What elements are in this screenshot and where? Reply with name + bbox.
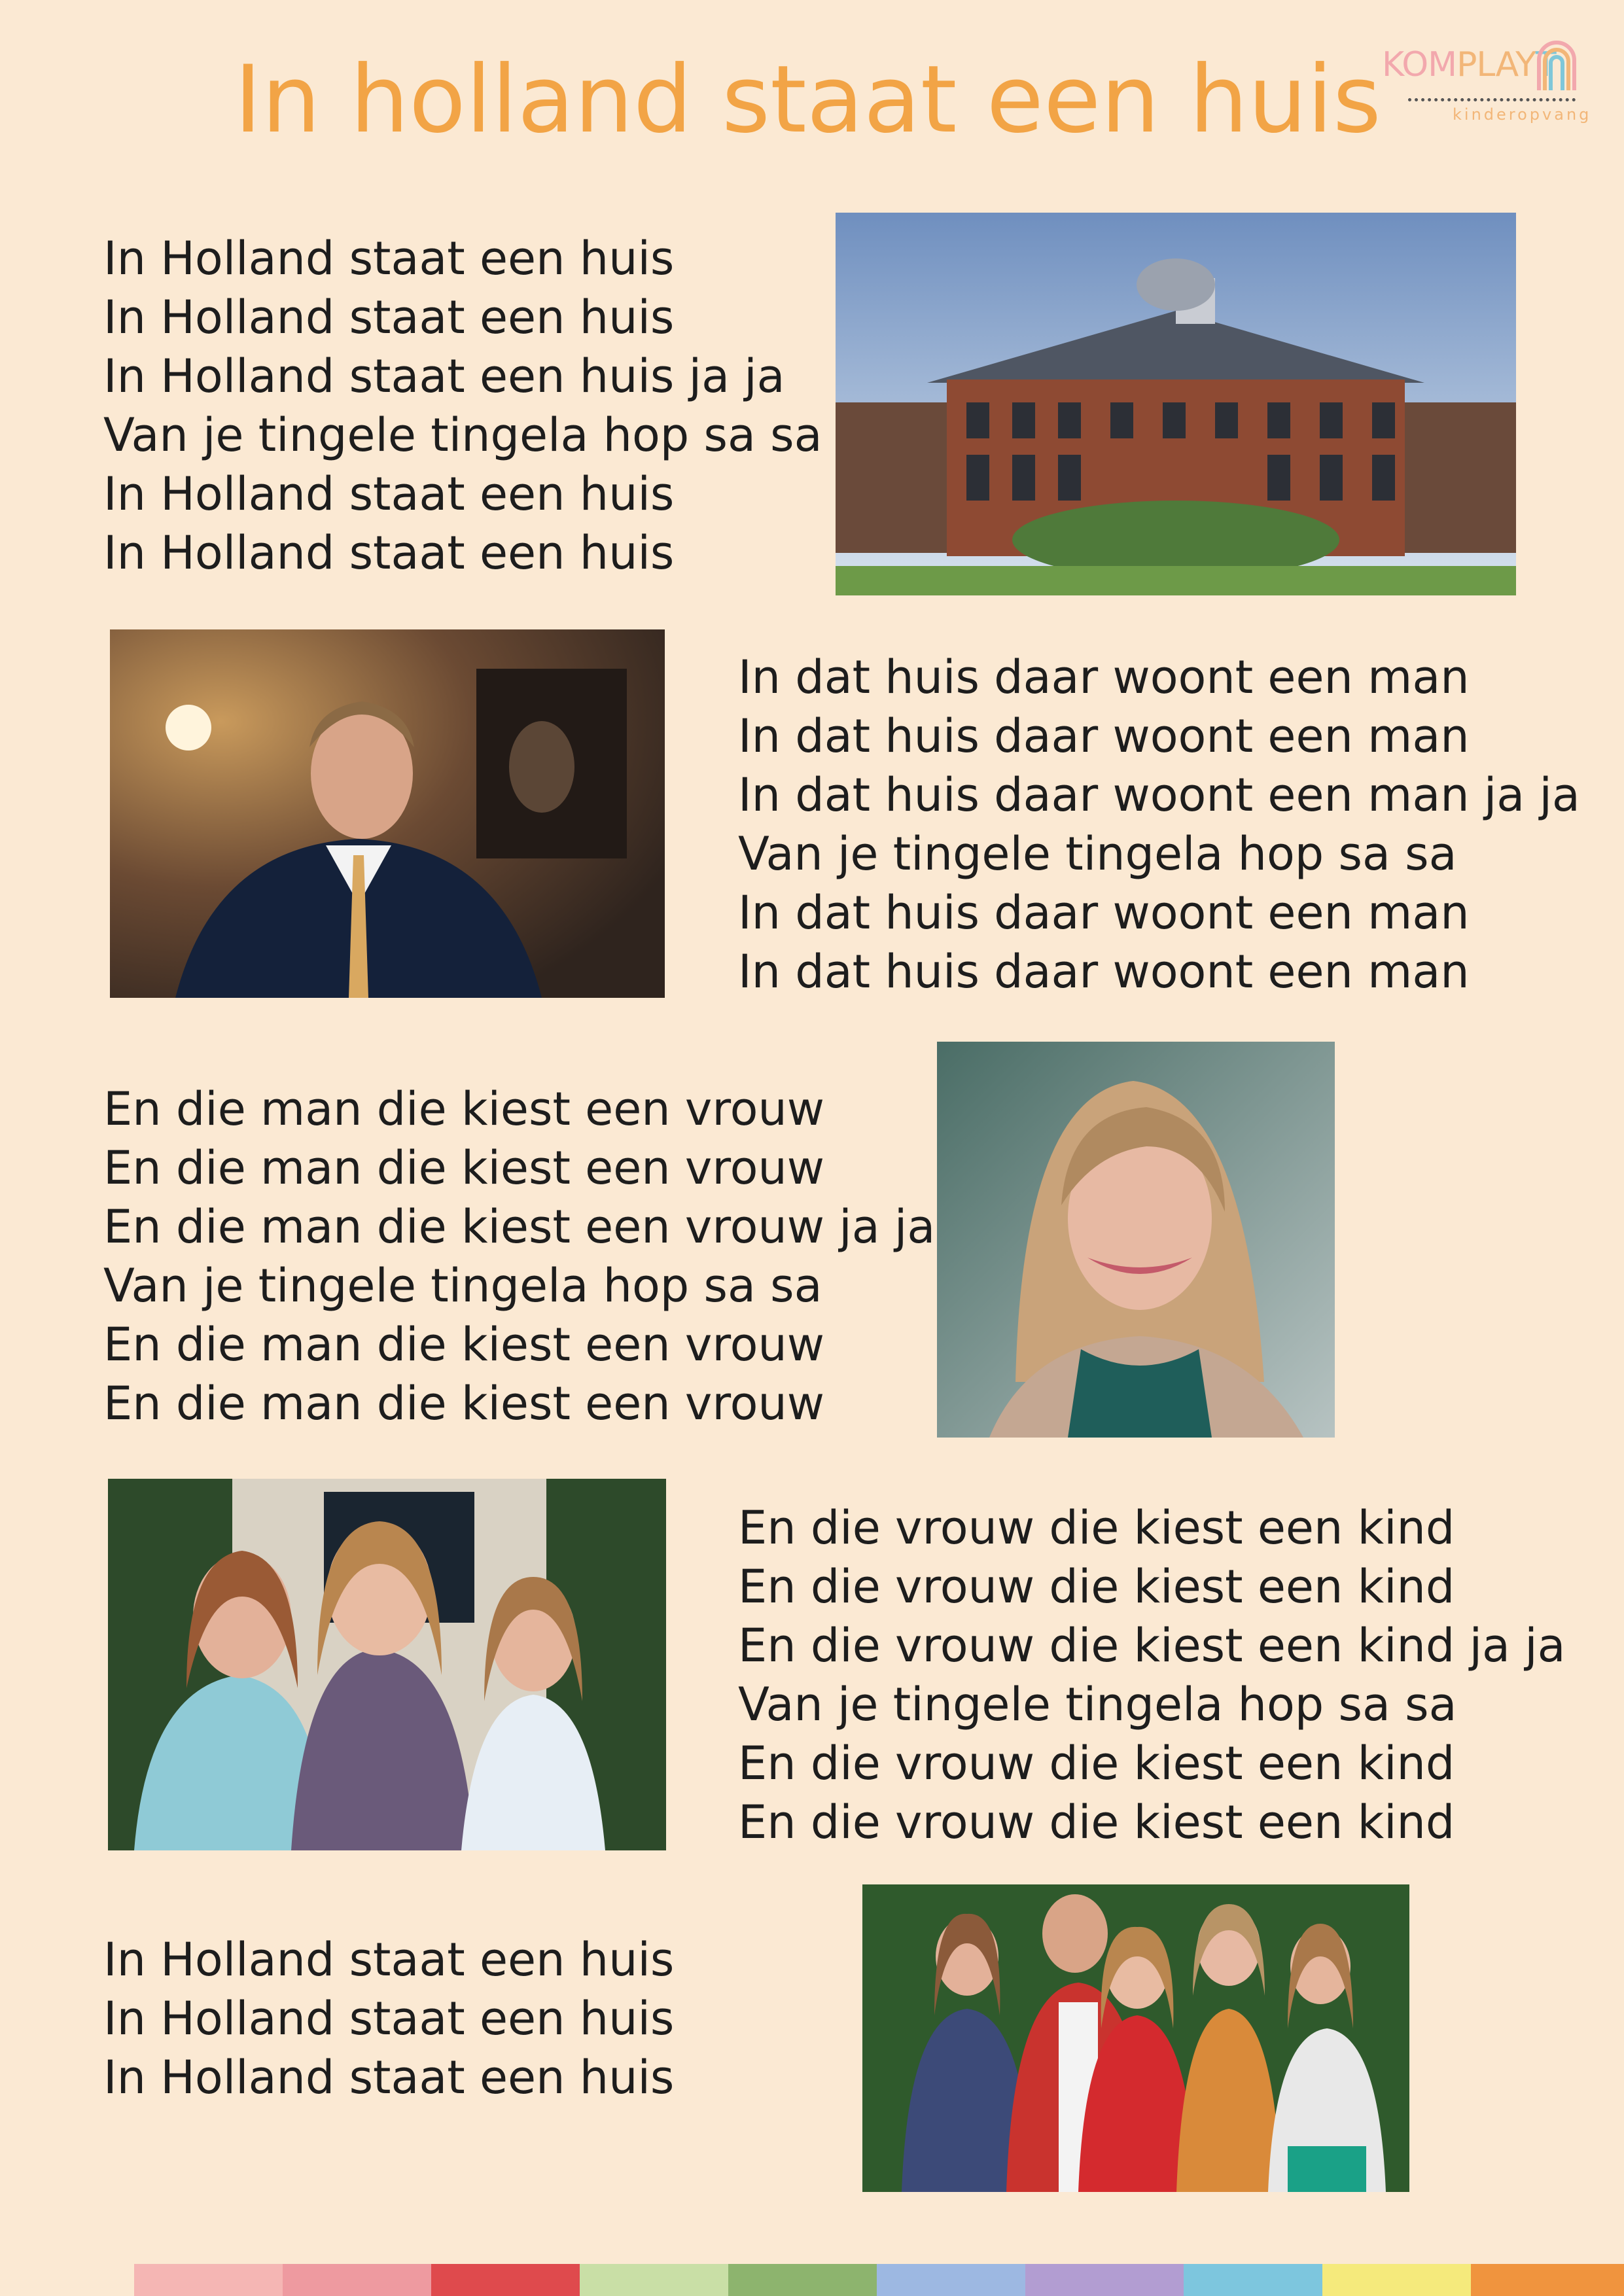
stripe-segment — [1184, 2264, 1322, 2296]
verse-line: In Holland staat een huis — [103, 1992, 675, 2045]
logo-subtitle: kinderopvang — [1453, 105, 1592, 124]
stripe-segment — [1471, 2264, 1624, 2296]
palace-photo — [836, 213, 1516, 595]
verse-line: En die man die kiest een vrouw — [103, 1082, 825, 1136]
verse-line: In Holland staat een huis — [103, 291, 675, 344]
verse-5 — [103, 1930, 674, 2107]
stripe-segment — [1025, 2264, 1184, 2296]
stripe-segment — [728, 2264, 877, 2296]
verse-line: In Holland staat een huis — [103, 526, 675, 580]
verse-line: En die man die kiest een vrouw — [103, 1377, 825, 1430]
logo-word-part-1: KOM — [1382, 45, 1457, 84]
stripe-segment — [283, 2264, 431, 2296]
verse-line: Van je tingele tingela hop sa sa — [738, 1678, 1457, 1731]
verse-line: In dat huis daar woont een man — [738, 709, 1470, 763]
verse-4 — [738, 1498, 1566, 1852]
komplayt-logo — [1379, 33, 1592, 128]
verse-line: En die vrouw die kiest een kind — [738, 1560, 1455, 1614]
verse-line: In dat huis daar woont een man — [738, 945, 1470, 998]
verse-line: In Holland staat een huis — [103, 1933, 675, 1987]
stripe-segment — [1322, 2264, 1471, 2296]
stripe-segment — [580, 2264, 728, 2296]
verse-line: En die vrouw die kiest een kind ja ja — [738, 1619, 1566, 1672]
verse-line: En die man die kiest een vrouw — [103, 1318, 825, 1371]
verse-3 — [103, 1080, 935, 1433]
stripe-segment — [431, 2264, 580, 2296]
verse-line: En die man die kiest een vrouw ja ja — [103, 1200, 936, 1254]
logo-wordmark — [1382, 42, 1556, 88]
page-title: In holland staat een huis — [234, 46, 1381, 154]
queen-portrait-photo — [937, 1042, 1335, 1438]
logo-divider — [1408, 98, 1576, 101]
verse-2 — [738, 648, 1580, 1001]
verse-line: En die vrouw die kiest een kind — [738, 1501, 1455, 1555]
rainbow-icon — [1535, 38, 1578, 90]
stripe-segment — [877, 2264, 1025, 2296]
stripe-segment — [134, 2264, 283, 2296]
logo-word-part-2: PLAY — [1456, 45, 1536, 84]
three-girls-photo — [108, 1479, 666, 1850]
verse-line: In dat huis daar woont een man ja ja — [738, 768, 1580, 822]
verse-line: Van je tingele tingela hop sa sa — [103, 408, 822, 462]
verse-line: In dat huis daar woont een man — [738, 650, 1470, 704]
verse-line: In Holland staat een huis ja ja — [103, 349, 785, 403]
verse-line: In Holland staat een huis — [103, 467, 675, 521]
verse-line: In Holland staat een huis — [103, 2051, 675, 2104]
verse-line: Van je tingele tingela hop sa sa — [103, 1259, 822, 1313]
verse-1 — [103, 229, 822, 582]
verse-line: En die vrouw die kiest een kind — [738, 1795, 1455, 1849]
king-portrait-photo — [110, 629, 665, 998]
verse-line: Van je tingele tingela hop sa sa — [738, 827, 1457, 881]
verse-line: En die man die kiest een vrouw — [103, 1141, 825, 1195]
verse-line: In dat huis daar woont een man — [738, 886, 1470, 940]
verse-line: In Holland staat een huis — [103, 232, 675, 285]
verse-line: En die vrouw die kiest een kind — [738, 1737, 1455, 1790]
family-photo — [862, 1884, 1409, 2192]
logo-word-part-3: T — [1535, 45, 1556, 84]
